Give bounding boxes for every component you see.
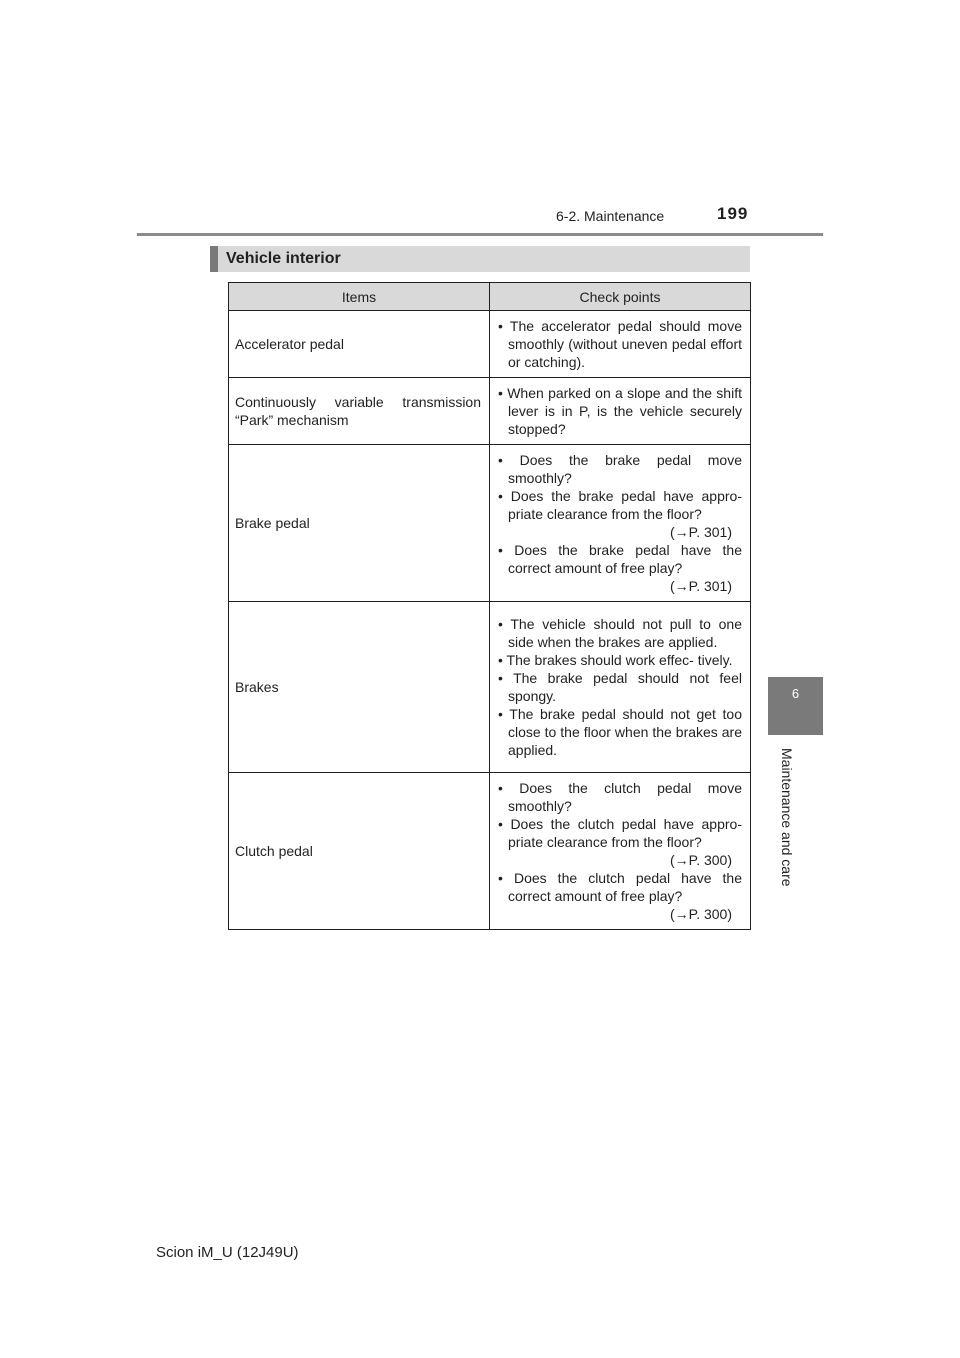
header-section-label: 6-2. Maintenance <box>556 208 665 224</box>
check-point: • Does the clutch pedal have the correct amount of free play? <box>498 870 742 904</box>
table-header-row <box>229 283 751 311</box>
table-row <box>229 445 751 602</box>
item-cell: Clutch pedal <box>229 773 490 930</box>
check-points-cell <box>490 378 751 445</box>
column-header-check-points: Check points <box>490 283 751 311</box>
chapter-number: 6 <box>791 686 800 701</box>
table-row <box>229 773 751 930</box>
item-cell: Brakes <box>229 602 490 773</box>
footer-model-label: Scion iM_U (12J49U) <box>156 1244 299 1261</box>
page-reference: (→P. 301) <box>670 524 732 540</box>
check-points-cell <box>490 445 751 602</box>
section-title-bar: Vehicle interior <box>210 246 750 272</box>
page-reference: (→P. 300) <box>670 906 732 922</box>
page-reference: (→P. 301) <box>670 578 732 594</box>
table-row <box>229 311 751 378</box>
table-row <box>229 378 751 445</box>
column-header-items: Items <box>229 283 490 311</box>
check-point: • The brake pedal should not get too close to the floor when the brakes are applied. <box>498 706 742 758</box>
interior-check-table <box>228 282 751 930</box>
table-row <box>229 602 751 773</box>
check-point: • The accelerator pedal should move smoothly (without uneven pedal effort or catching). <box>498 318 742 370</box>
page-reference: (→P. 300) <box>670 852 732 868</box>
check-point: • When parked on a slope and the shift lever is in P, is the vehicle securely stopped? <box>498 385 742 437</box>
check-point: • The brake pedal should not feel spongy. <box>498 670 742 704</box>
check-point: • The vehicle should not pull to one side when the brakes are applied. <box>498 616 742 650</box>
item-cell: Brake pedal <box>229 445 490 602</box>
item-cell: Accelerator pedal <box>229 311 490 378</box>
check-point: • Does the clutch pedal move smoothly? <box>498 780 742 814</box>
check-point: • Does the brake pedal have appro- priate clearance from the floor? <box>498 488 742 522</box>
header-rule <box>137 233 823 236</box>
page-number: 199 <box>717 204 749 223</box>
chapter-tab <box>768 677 823 735</box>
check-point: • Does the clutch pedal have appro- priate clearance from the floor? <box>498 816 742 850</box>
check-points-cell <box>490 311 751 378</box>
check-point: • Does the brake pedal move smoothly? <box>498 452 742 486</box>
check-points-cell <box>490 602 751 773</box>
item-cell: Continuously variable transmission “Park” mechanism <box>229 378 490 445</box>
check-point: • Does the brake pedal have the correct amount of free play? <box>498 542 742 576</box>
check-point: • The brakes should work effec- tively. <box>498 652 733 668</box>
chapter-title-vertical: Maintenance and care <box>779 748 795 887</box>
check-points-cell <box>490 773 751 930</box>
